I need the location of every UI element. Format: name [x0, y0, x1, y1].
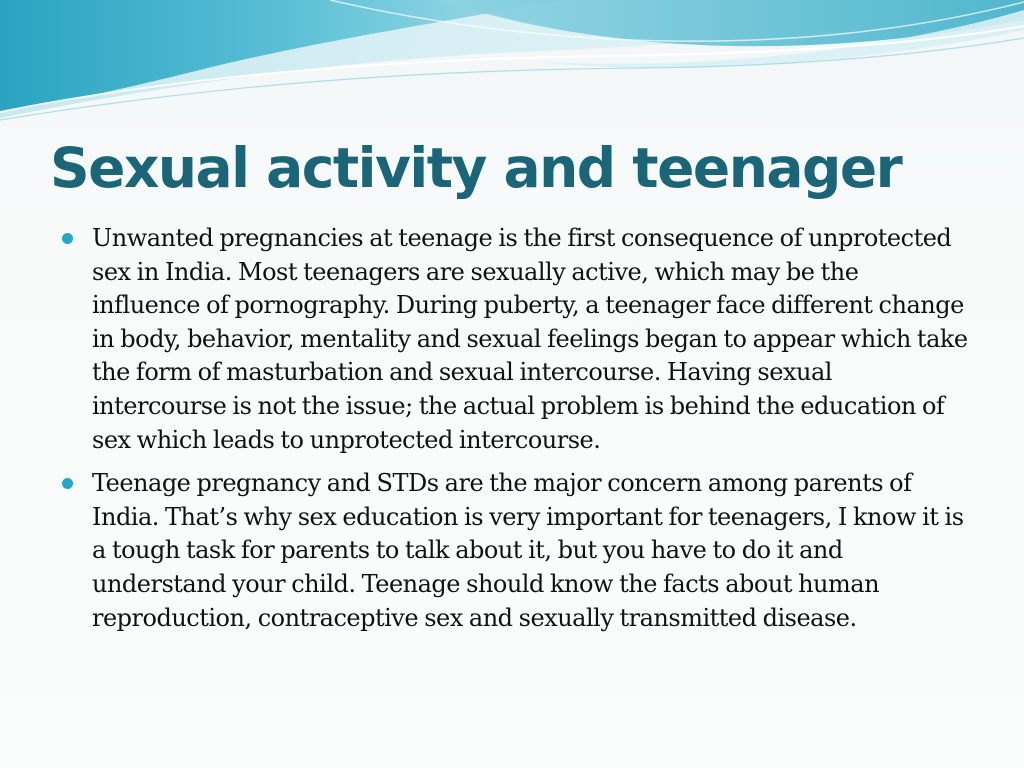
header-wave-decoration — [0, 0, 1024, 130]
bullet-item-1 — [62, 222, 972, 457]
bullet-item-2 — [62, 467, 972, 635]
bullet-text-1: Unwanted pregnancies at teenage is the first consequence of unprotected sex in India. Most teenagers are sexually active, which may be the influence of pornography. During puberty, a teenager face different change in body, behavior, mentality and sexual feelings began to appear which take the form of masturbation and sexual intercourse. Having sexual intercourse is not the issue; the actual problem is behind the education of sex which leads to unprotected intercourse. — [92, 224, 968, 454]
bullet-dot-icon — [62, 233, 73, 244]
bullet-dot-icon — [62, 478, 73, 489]
slide-title: Sexual activity and teenager — [50, 136, 902, 200]
bullet-text-2: Teenage pregnancy and STDs are the major concern among parents of India. That’s why sex education is very important for teenagers, I know it is a tough task for parents to talk about it, but you have to do it and understand your child. Teenage should know the facts about human reproduction, contraceptive sex and sexually transmitted disease. — [92, 469, 964, 632]
bullet-list — [62, 222, 972, 645]
